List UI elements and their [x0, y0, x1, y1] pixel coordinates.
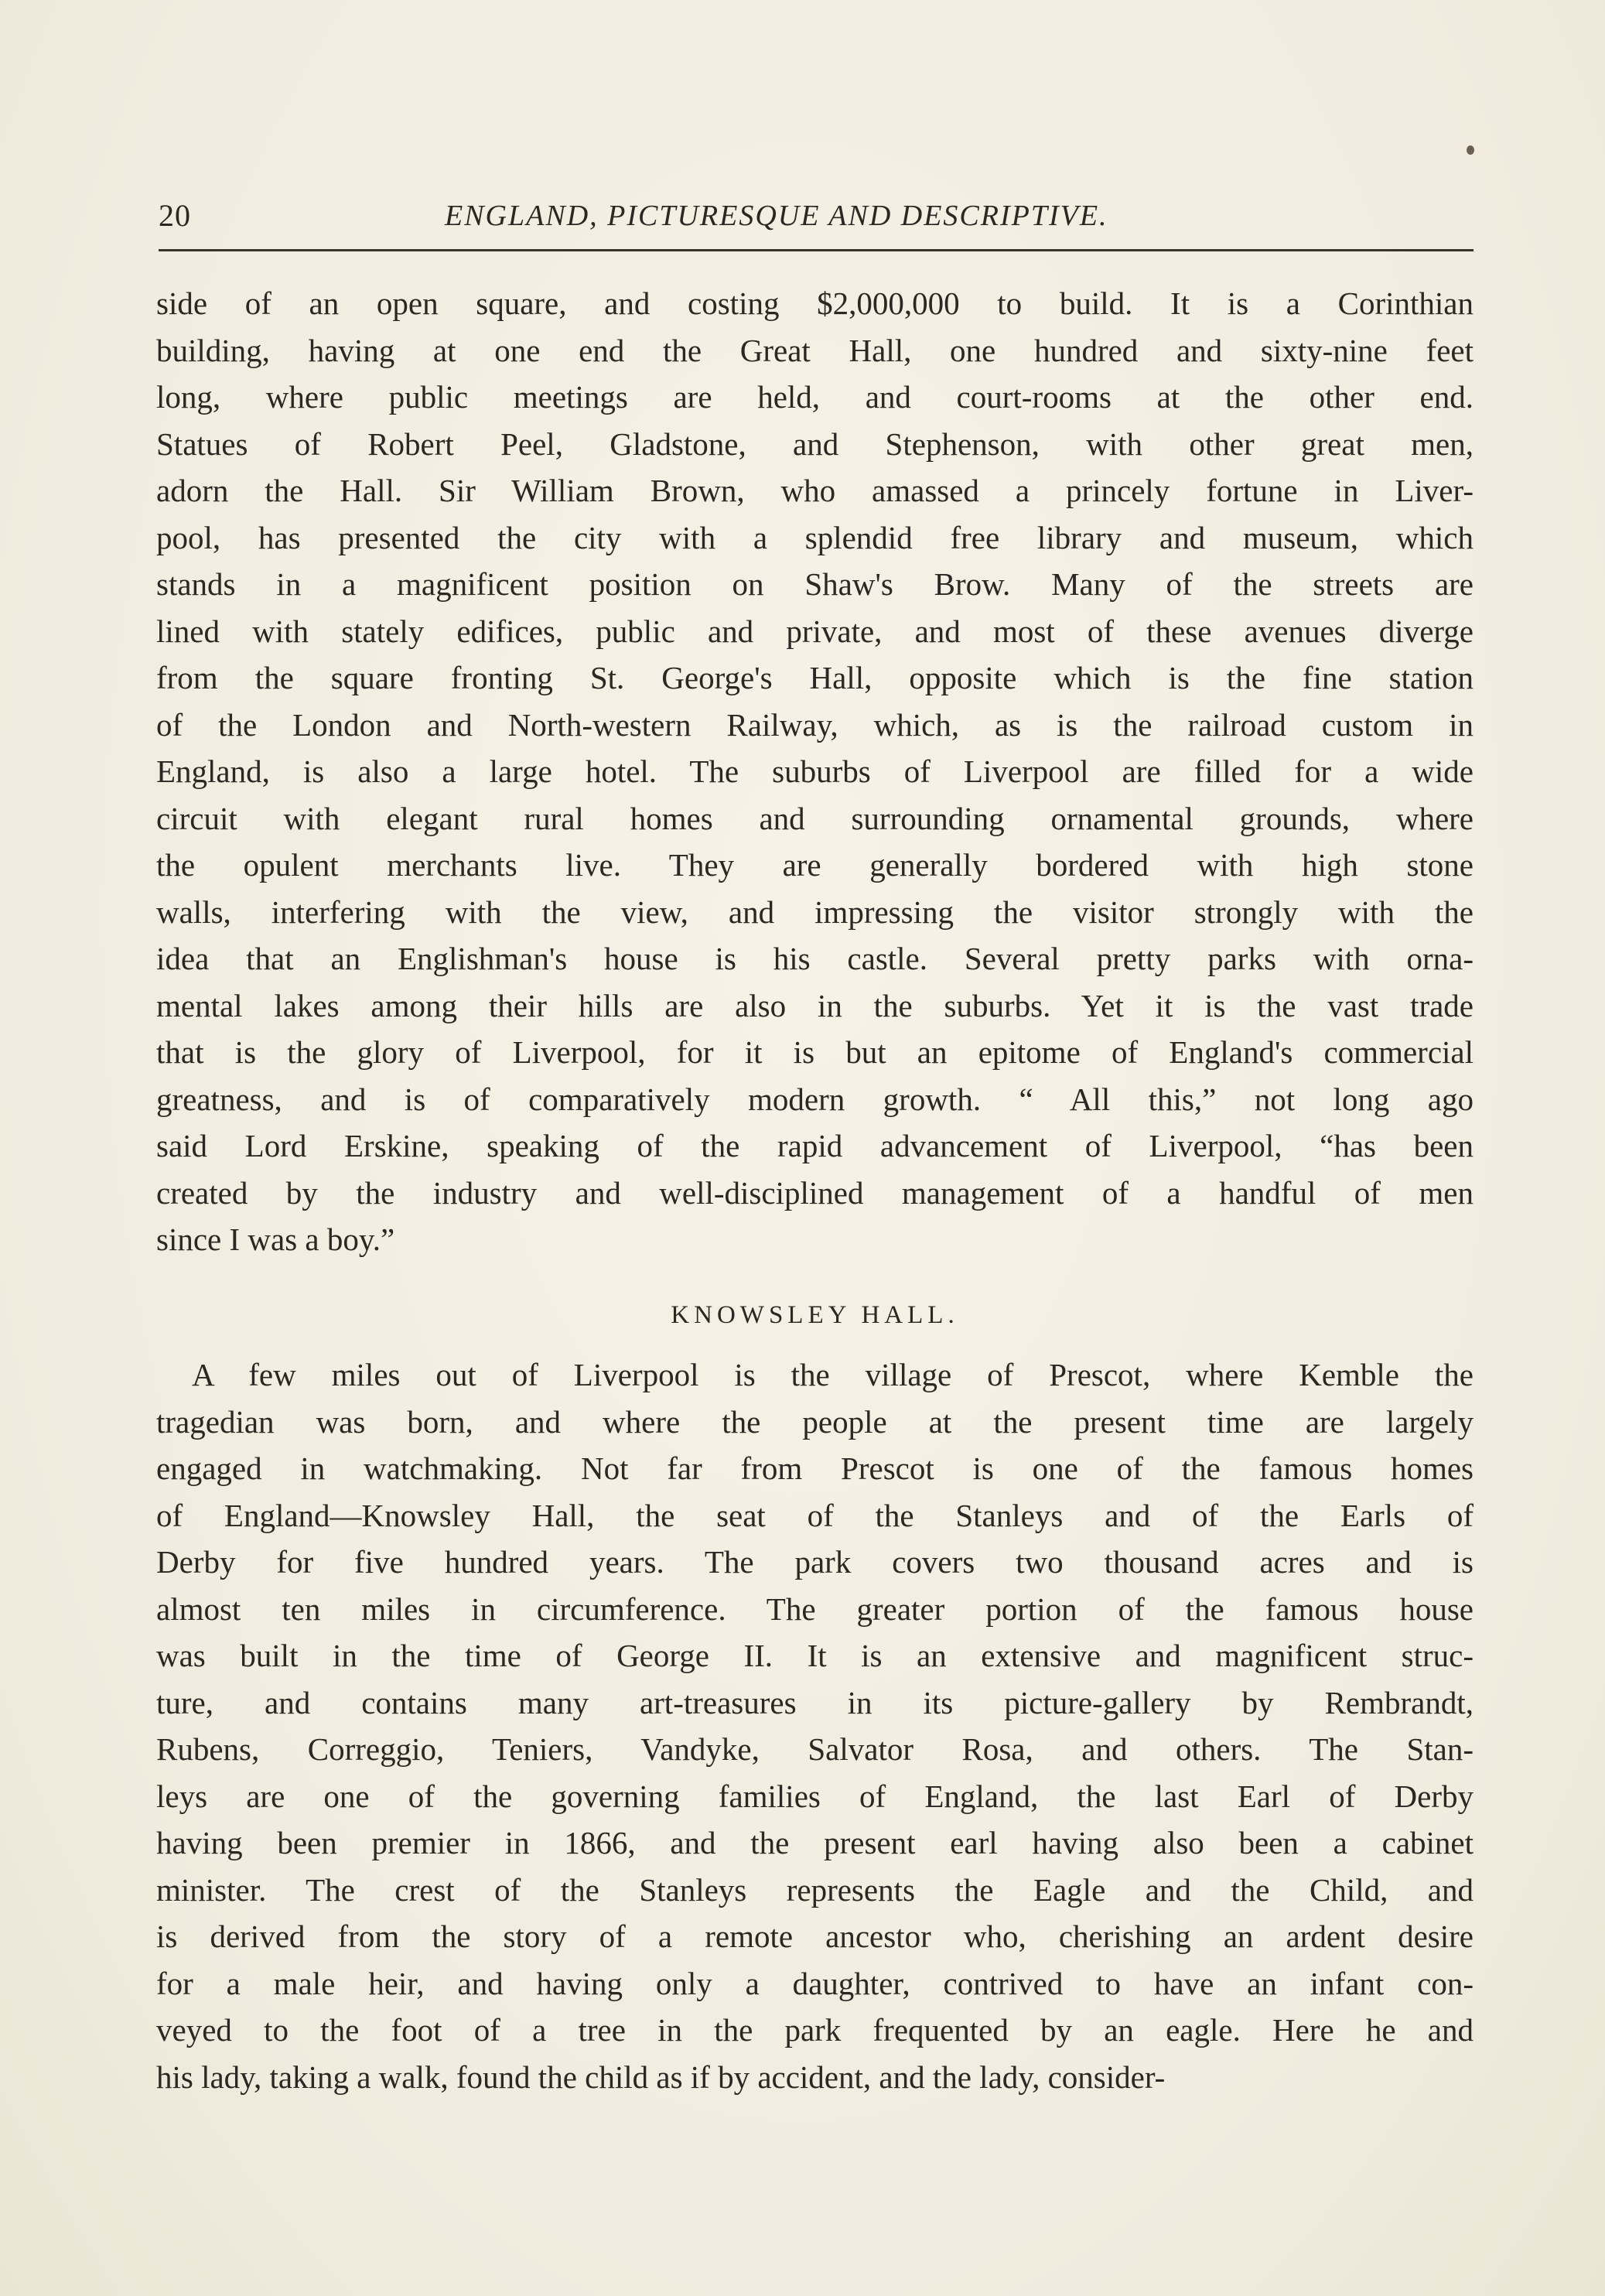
text-line: leys are one of the governing families of England, the last Earl of Derby: [156, 1778, 1474, 1814]
page-header: [159, 197, 1474, 244]
text-line: almost ten miles in circumference. The greater portion of the famous house: [156, 1590, 1474, 1627]
text-line: Derby for five hundred years. The park covers two thousand acres and is: [156, 1544, 1474, 1580]
text-line: his lady, taking a walk, found the child as if by accident, and the lady, consider-: [156, 2059, 1166, 2095]
text-line: adorn the Hall. Sir William Brown, who amassed a princely fortune in Liver-: [156, 473, 1474, 508]
text-line: side of an open square, and costing $2,000,000 to build. It is a Corinthian: [156, 285, 1474, 321]
text-line: Statues of Robert Peel, Gladstone, and Stephenson, with other great men,: [156, 425, 1474, 462]
text-line: building, having at one end the Great Hall, one hundred and sixty-nine feet: [156, 332, 1474, 368]
paragraph-liverpool: [156, 280, 1474, 1263]
text-line: of the London and North-western Railway, which, as is the railroad custom in: [156, 706, 1474, 743]
text-line: A few miles out of Liverpool is the village of Prescot, where Kemble the: [192, 1357, 1474, 1392]
text-line: stands in a magnificent position on Shaw's Brow. Many of the streets are: [156, 566, 1474, 602]
text-line: having been premier in 1866, and the present earl having also been a cabinet: [156, 1825, 1474, 1860]
text-line: circuit with elegant rural homes and surrounding ornamental grounds, where: [156, 800, 1474, 836]
text-line: said Lord Erskine, speaking of the rapid advancement of Liverpool, “has been: [156, 1128, 1474, 1163]
text-line: veyed to the foot of a tree in the park frequented by an eagle. Here he and: [156, 2012, 1474, 2048]
text-line: greatness, and is of comparatively modern growth. “ All this,” not long ago: [156, 1081, 1474, 1117]
text-line: was built in the time of George II. It is an extensive and magnificent struc-: [156, 1638, 1474, 1673]
header-rule: [159, 249, 1474, 251]
text-line: of England—Knowsley Hall, the seat of the Stanleys and of the Earls of: [156, 1497, 1474, 1533]
ink-speck: [1467, 145, 1474, 155]
text-line: ture, and contains many art-treasures in its picture-gallery by Rembrandt,: [156, 1684, 1474, 1720]
text-line: lined with stately edifices, public and private, and most of these avenues diverge: [156, 613, 1474, 649]
text-line: that is the glory of Liverpool, for it is but an epitome of England's commercial: [156, 1034, 1474, 1070]
text-line: idea that an Englishman's house is his castle. Several pretty parks with orna-: [156, 941, 1474, 976]
text-line: from the square fronting St. George's Hall, opposite which is the fine station: [156, 660, 1474, 695]
text-line: for a male heir, and having only a daughter, contrived to have an infant con-: [156, 1965, 1474, 2001]
running-head: ENGLAND, PICTURESQUE AND DESCRIPTIVE.: [445, 200, 1108, 232]
paragraph-knowsley-hall: [156, 1351, 1474, 2100]
section-heading: KNOWSLEY HALL.: [671, 1301, 959, 1329]
text-line: mental lakes among their hills are also in the suburbs. Yet it is the vast trade: [156, 987, 1474, 1023]
text-line: the opulent merchants live. They are generally bordered with high stone: [156, 847, 1474, 883]
text-line: engaged in watchmaking. Not far from Prescot is one of the famous homes: [156, 1450, 1474, 1486]
text-line: since I was a boy.”: [156, 1221, 395, 1257]
text-line: tragedian was born, and where the people at the present time are largely: [156, 1403, 1474, 1440]
text-line: created by the industry and well-disciplined management of a handful of men: [156, 1174, 1474, 1211]
text-line: pool, has presented the city with a splendid free library and museum, which: [156, 519, 1474, 555]
text-line: minister. The crest of the Stanleys represents the Eagle and the Child, and: [156, 1871, 1474, 1908]
page-number: 20: [159, 198, 191, 233]
text-line: Rubens, Correggio, Teniers, Vandyke, Salvator Rosa, and others. The Stan-: [156, 1731, 1474, 1767]
text-line: long, where public meetings are held, and court-rooms at the other end.: [156, 379, 1474, 415]
text-line: is derived from the story of a remote ancestor who, cherishing an ardent desire: [156, 1918, 1474, 1954]
text-line: walls, interfering with the view, and impressing the visitor strongly with the: [156, 893, 1474, 930]
text-line: England, is also a large hotel. The suburbs of Liverpool are filled for a wide: [156, 753, 1474, 789]
